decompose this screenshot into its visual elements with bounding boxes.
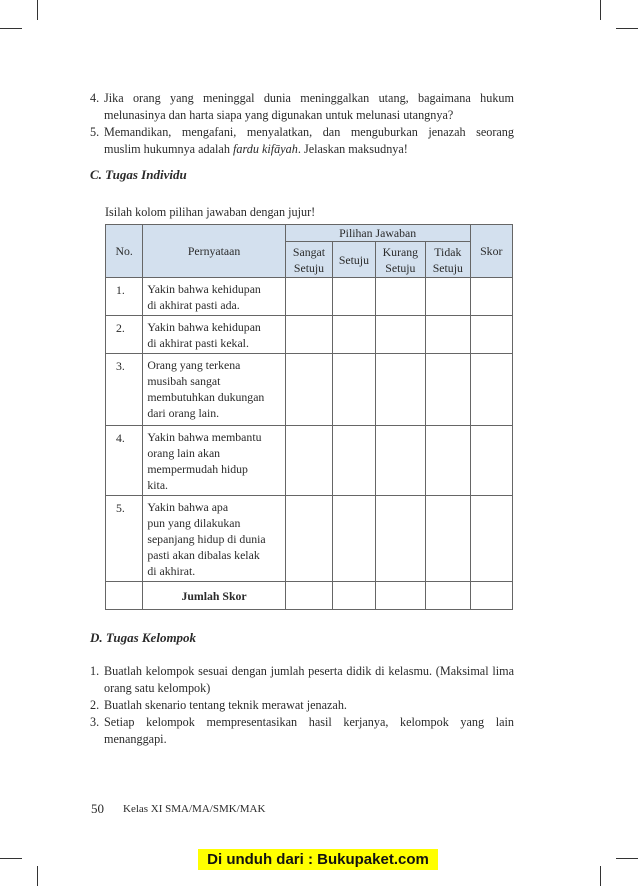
emphasized-term: fardu kifāyah <box>232 142 298 156</box>
task-list <box>90 663 514 748</box>
crop-mark <box>616 858 638 859</box>
table-row <box>106 316 513 354</box>
section-c-heading: C. Tugas Individu <box>90 167 187 182</box>
table-row <box>106 278 513 316</box>
list-item <box>90 697 514 714</box>
answer-cell[interactable] <box>285 426 332 496</box>
question-text-line: Memandikan, mengafani, menyalatkan, dan menguburkan jenazah seorang <box>104 125 514 139</box>
answer-cell[interactable] <box>285 278 332 316</box>
crop-mark <box>616 28 638 29</box>
row-number: 3. <box>106 354 143 426</box>
list-number: 2. <box>90 698 100 712</box>
row-statement: Yakin bahwa kehidupan di akhirat pasti ada. <box>143 278 285 316</box>
score-cell[interactable] <box>470 426 512 496</box>
row-statement: Yakin bahwa membantu orang lain akan mempermudah hidup kita. <box>143 426 285 496</box>
option-header-somewhat-agree: Kurang Setuju <box>375 242 425 278</box>
row-statement: Orang yang terkena musibah sangat membutuhkan dukungan dari orang lain. <box>143 354 285 426</box>
page-number: 50 <box>91 801 104 816</box>
answer-cell[interactable] <box>375 278 425 316</box>
crop-mark <box>600 866 601 886</box>
crop-mark <box>37 866 38 886</box>
answer-cell[interactable] <box>285 316 332 354</box>
column-header-answer-choices: Pilihan Jawaban <box>285 225 470 242</box>
row-statement: Yakin bahwa apa pun yang dilakukan sepanjang hidup di dunia pasti akan dibalas kelak di akhirat. <box>143 496 285 582</box>
answer-cell[interactable] <box>426 354 470 426</box>
score-cell[interactable] <box>470 278 512 316</box>
question-text: . Jelaskan maksudnya! <box>297 142 408 156</box>
crop-mark <box>0 28 22 29</box>
list-number: 1. <box>90 664 100 678</box>
score-cell[interactable] <box>470 354 512 426</box>
answer-cell[interactable] <box>285 354 332 426</box>
crop-mark <box>37 0 38 20</box>
option-header-disagree: Tidak Setuju <box>426 242 470 278</box>
list-item <box>90 714 514 748</box>
question-text: muslim hukumnya adalah <box>104 142 233 156</box>
answer-cell[interactable] <box>333 354 375 426</box>
question-number: 4. <box>90 91 100 105</box>
answer-cell[interactable] <box>426 278 470 316</box>
crop-mark <box>600 0 601 20</box>
row-number: 5. <box>106 496 143 582</box>
answer-cell[interactable] <box>333 426 375 496</box>
book-title: Kelas XI SMA/MA/SMK/MAK <box>123 803 266 815</box>
answer-cell[interactable] <box>426 496 470 582</box>
question-text-line <box>104 141 514 158</box>
question-4 <box>90 90 514 124</box>
list-text: Setiap kelompok mempresentasikan hasil kerjanya, kelompok yang lain menanggapi. <box>104 715 514 746</box>
answer-cell[interactable] <box>375 496 425 582</box>
total-cell[interactable] <box>375 582 425 610</box>
column-header-score: Skor <box>470 225 512 278</box>
answer-cell[interactable] <box>333 278 375 316</box>
download-banner[interactable]: Di unduh dari : Bukupaket.com <box>198 849 438 870</box>
answer-cell[interactable] <box>285 496 332 582</box>
question-5 <box>90 124 514 158</box>
answer-cell[interactable] <box>375 316 425 354</box>
total-score-label: Jumlah Skor <box>143 582 285 610</box>
empty-cell <box>106 582 143 610</box>
survey-table <box>105 224 513 610</box>
total-row <box>106 582 513 610</box>
total-cell[interactable] <box>426 582 470 610</box>
question-text-line: Jika orang yang meninggal dunia meninggalkan utang, bagaimana hukum <box>104 91 514 105</box>
question-text-line: melunasinya dan harta siapa yang digunakan untuk melunasi utangnya? <box>104 108 454 122</box>
option-header-strongly-agree: Sangat Setuju <box>285 242 332 278</box>
total-cell[interactable] <box>285 582 332 610</box>
instruction-text: Isilah kolom pilihan jawaban dengan jujur! <box>105 205 316 219</box>
list-item <box>90 663 514 697</box>
table-row <box>106 426 513 496</box>
row-number: 4. <box>106 426 143 496</box>
question-number: 5. <box>90 125 100 139</box>
answer-cell[interactable] <box>426 316 470 354</box>
list-number: 3. <box>90 715 100 729</box>
section-d-heading: D. Tugas Kelompok <box>90 630 197 645</box>
row-statement: Yakin bahwa kehidupan di akhirat pasti kekal. <box>143 316 285 354</box>
column-header-statement: Pernyataan <box>143 225 285 278</box>
column-header-no: No. <box>106 225 143 278</box>
answer-cell[interactable] <box>426 426 470 496</box>
row-number: 2. <box>106 316 143 354</box>
list-text: Buatlah skenario tentang teknik merawat jenazah. <box>104 698 347 712</box>
row-number: 1. <box>106 278 143 316</box>
total-score-cell[interactable] <box>470 582 512 610</box>
option-header-agree: Setuju <box>333 242 375 278</box>
crop-mark <box>0 858 22 859</box>
table-row <box>106 354 513 426</box>
answer-cell[interactable] <box>375 426 425 496</box>
total-cell[interactable] <box>333 582 375 610</box>
answer-cell[interactable] <box>333 496 375 582</box>
score-cell[interactable] <box>470 496 512 582</box>
list-text: Buatlah kelompok sesuai dengan jumlah peserta didik di kelasmu. (Maksimal lima orang satu kelompok) <box>104 664 514 695</box>
score-cell[interactable] <box>470 316 512 354</box>
answer-cell[interactable] <box>333 316 375 354</box>
answer-cell[interactable] <box>375 354 425 426</box>
table-row <box>106 496 513 582</box>
